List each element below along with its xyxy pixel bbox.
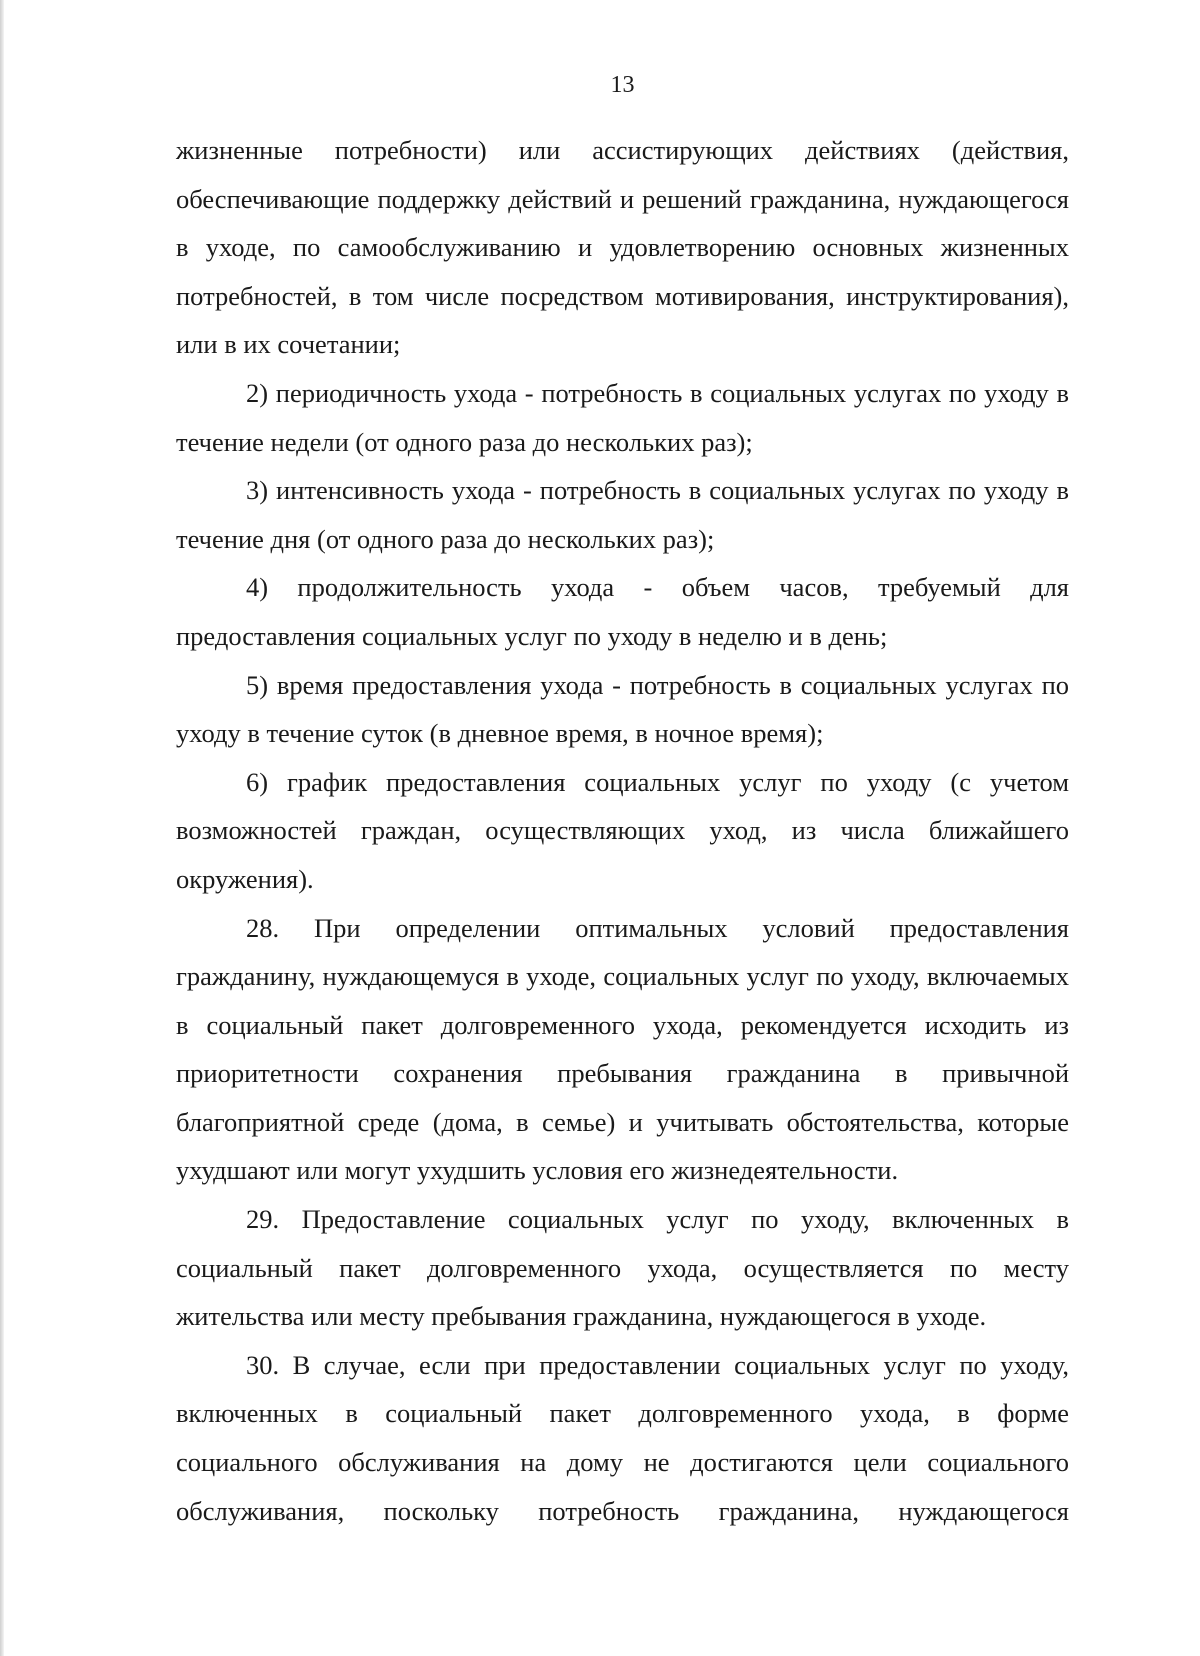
paragraph-item-3: 3) интенсивность ухода - потребность в социальных услугах по уходу в течение дня (от одного раза до нескольких раз);	[176, 475, 1069, 554]
paragraph-item-2: 2) периодичность ухода - потребность в социальных услугах по уходу в течение недели (от одного раза до нескольких раз);	[176, 377, 1069, 457]
paragraph-item-4: 4) продолжительность ухода - объем часов, требуемый для предоставления социальных услуг по уходу в неделю и в день;	[176, 572, 1069, 651]
paragraph-section-28: 28. При определении оптимальных условий предоставления гражданину, нуждающемуся в уходе, социальных услуг по уходу, включаемых в социальный пакет долговременного ухода, рекомендуется исходить из приоритетности сохранения пребывания гражданина в привычной благоприятной среде (дома, в семье) и учитывать обстоятельства, которые ухудшают или могут ухудшить условия его жизнедеятельности.	[176, 912, 1069, 1186]
scan-edge-shadow	[0, 0, 4, 1656]
paragraph-section-30: 30. В случае, если при предоставлении социальных услуг по уходу, включенных в социальный пакет долговременного ухода, в форме социального обслуживания на дому не достигаются цели социального обслуживания, поскольку потребность гражданина, нуждающегося	[176, 1349, 1069, 1526]
paragraph-section-29: 29. Предоставление социальных услуг по уходу, включенных в социальный пакет долговременного ухода, осуществляется по месту жительства или месту пребывания гражданина, нуждающегося в уходе.	[176, 1204, 1069, 1332]
page-number: 13	[610, 72, 635, 98]
body-text	[176, 126, 1069, 1535]
paragraph-item-5: 5) время предоставления ухода - потребность в социальных услугах по уходу в течение суток (в дневное время, в ночное время);	[176, 669, 1069, 749]
paragraph-continuation: жизненные потребности) или ассистирующих действиях (действия, обеспечивающие поддержку действий и решений гражданина, нуждающегося в уходе, по самообслуживанию и удовлетворению основных жизненных потребностей, в том числе посредством мотивирования, инструктирования), или в их сочетании;	[176, 135, 1069, 360]
paragraph-item-6: 6) график предоставления социальных услуг по уходу (с учетом возможностей граждан, осуществляющих уход, из числа ближайшего окружения).	[176, 766, 1069, 894]
